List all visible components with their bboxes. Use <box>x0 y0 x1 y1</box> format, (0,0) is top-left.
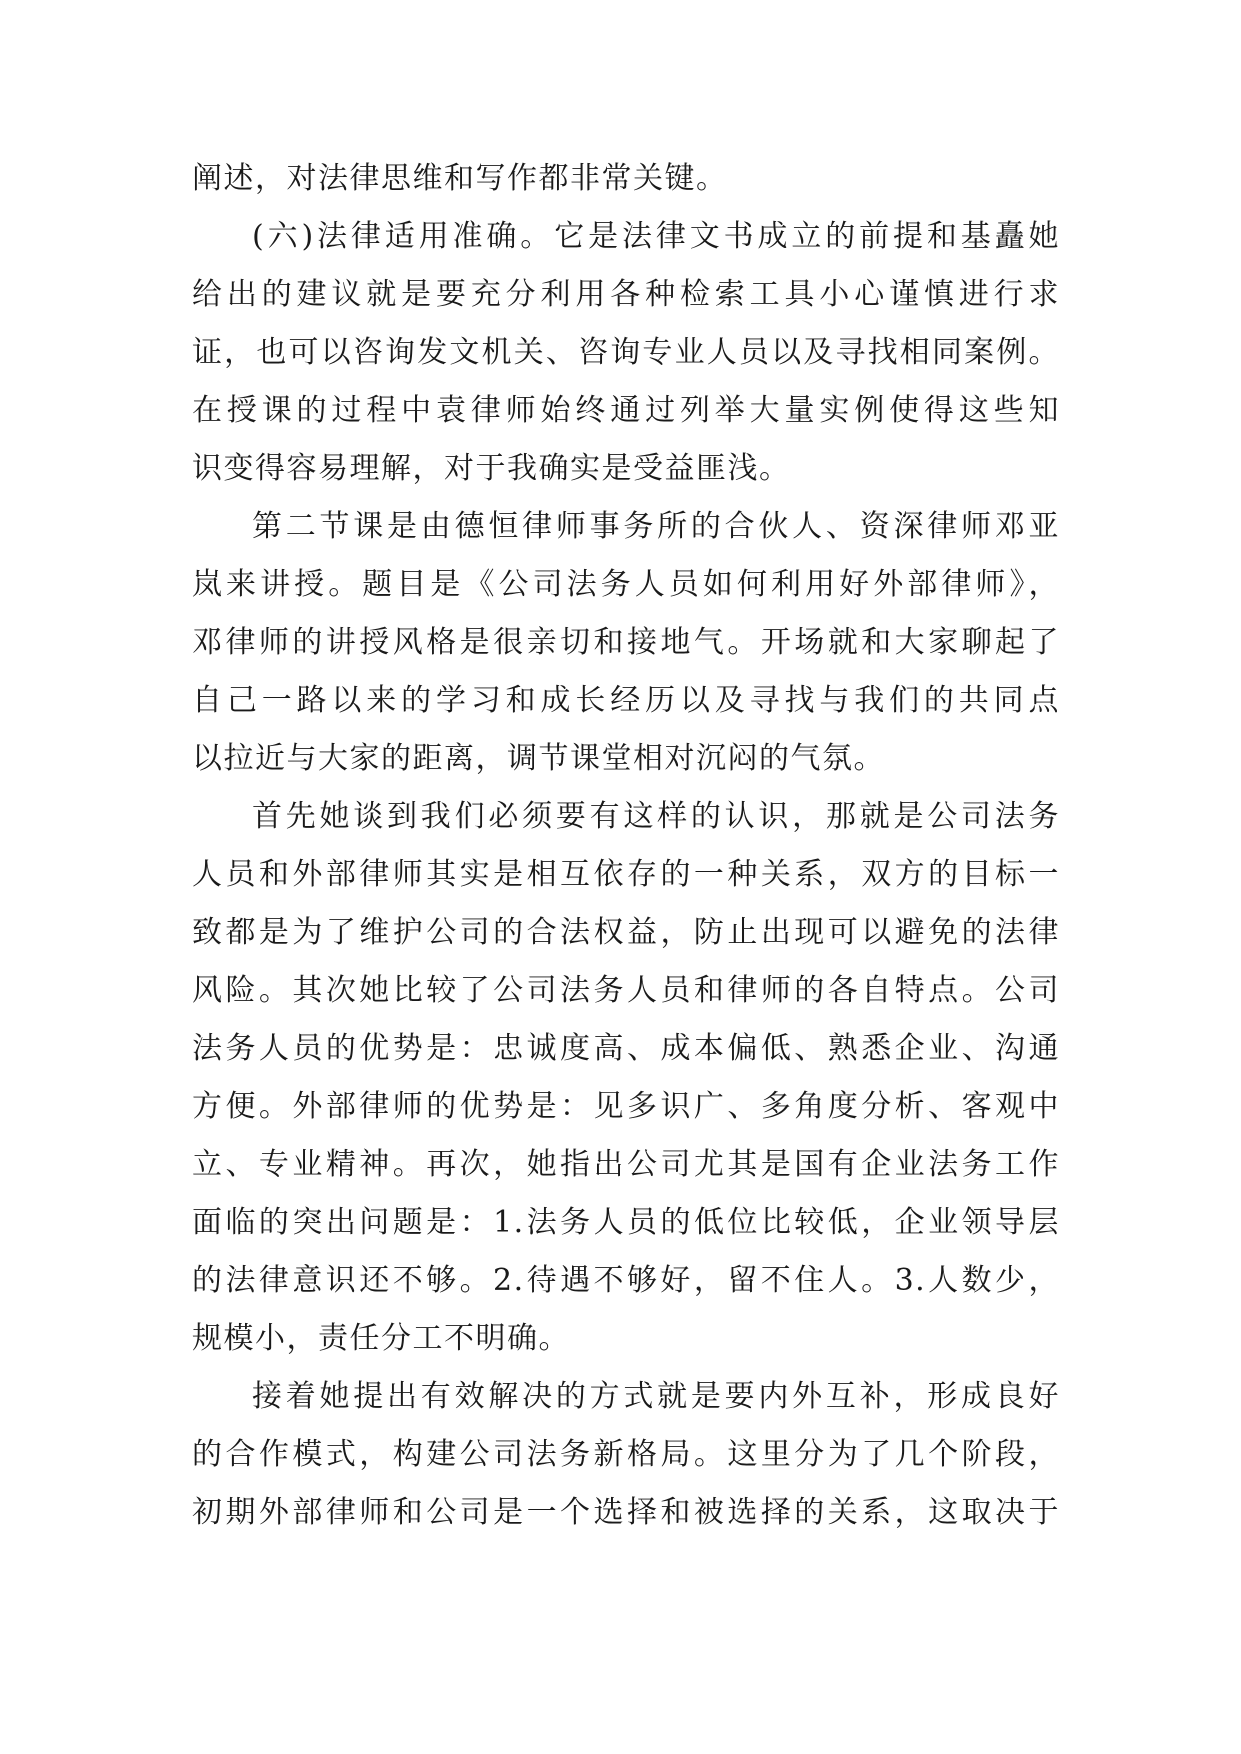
text-line: 邓律师的讲授风格是很亲切和接地气。开场就和大家聊起了 <box>192 625 1060 660</box>
text-line: 法务人员的优势是：忠诚度高、成本偏低、熟悉企业、沟通 <box>192 1031 1060 1066</box>
text-line: 岚来讲授。题目是《公司法务人员如何利用好外部律师》， <box>192 567 1060 602</box>
text-line: 面临的突出问题是：1.法务人员的低位比较低，企业领导层 <box>192 1205 1060 1240</box>
text-line: 致都是为了维护公司的合法权益，防止出现可以避免的法律 <box>192 915 1060 950</box>
text-line: 阐述，对法律思维和写作都非常关键。 <box>192 161 728 196</box>
body-text <box>192 150 1060 1542</box>
text-line: (六)法律适用准确。它是法律文书成立的前提和基矗她 <box>252 219 1060 254</box>
text-line: 风险。其次她比较了公司法务人员和律师的各自特点。公司 <box>192 973 1060 1008</box>
text-line: 人员和外部律师其实是相互依存的一种关系，双方的目标一 <box>192 857 1060 892</box>
text-line: 初期外部律师和公司是一个选择和被选择的关系，这取决于 <box>192 1495 1060 1530</box>
text-line: 以拉近与大家的距离，调节课堂相对沉闷的气氛。 <box>192 741 885 776</box>
text-line: 给出的建议就是要充分利用各种检索工具小心谨慎进行求 <box>192 277 1060 312</box>
text-line: 自己一路以来的学习和成长经历以及寻找与我们的共同点 <box>192 683 1060 718</box>
text-line: 的合作模式，构建公司法务新格局。这里分为了几个阶段， <box>192 1437 1060 1472</box>
text-line: 第二节课是由德恒律师事务所的合伙人、资深律师邓亚 <box>252 509 1060 544</box>
text-line: 在授课的过程中袁律师始终通过列举大量实例使得这些知 <box>192 393 1060 428</box>
text-line: 接着她提出有效解决的方式就是要内外互补，形成良好 <box>252 1379 1060 1414</box>
text-line: 立、专业精神。再次，她指出公司尤其是国有企业法务工作 <box>192 1147 1060 1182</box>
text-line: 证，也可以咨询发文机关、咨询专业人员以及寻找相同案例。 <box>192 335 1060 370</box>
text-line: 首先她谈到我们必须要有这样的认识，那就是公司法务 <box>252 799 1060 834</box>
text-line: 的法律意识还不够。2.待遇不够好，留不住人。3.人数少， <box>192 1263 1060 1298</box>
text-line: 识变得容易理解，对于我确实是受益匪浅。 <box>192 451 791 486</box>
text-line: 方便。外部律师的优势是：见多识广、多角度分析、客观中 <box>192 1089 1060 1124</box>
text-line: 规模小，责任分工不明确。 <box>192 1321 570 1356</box>
